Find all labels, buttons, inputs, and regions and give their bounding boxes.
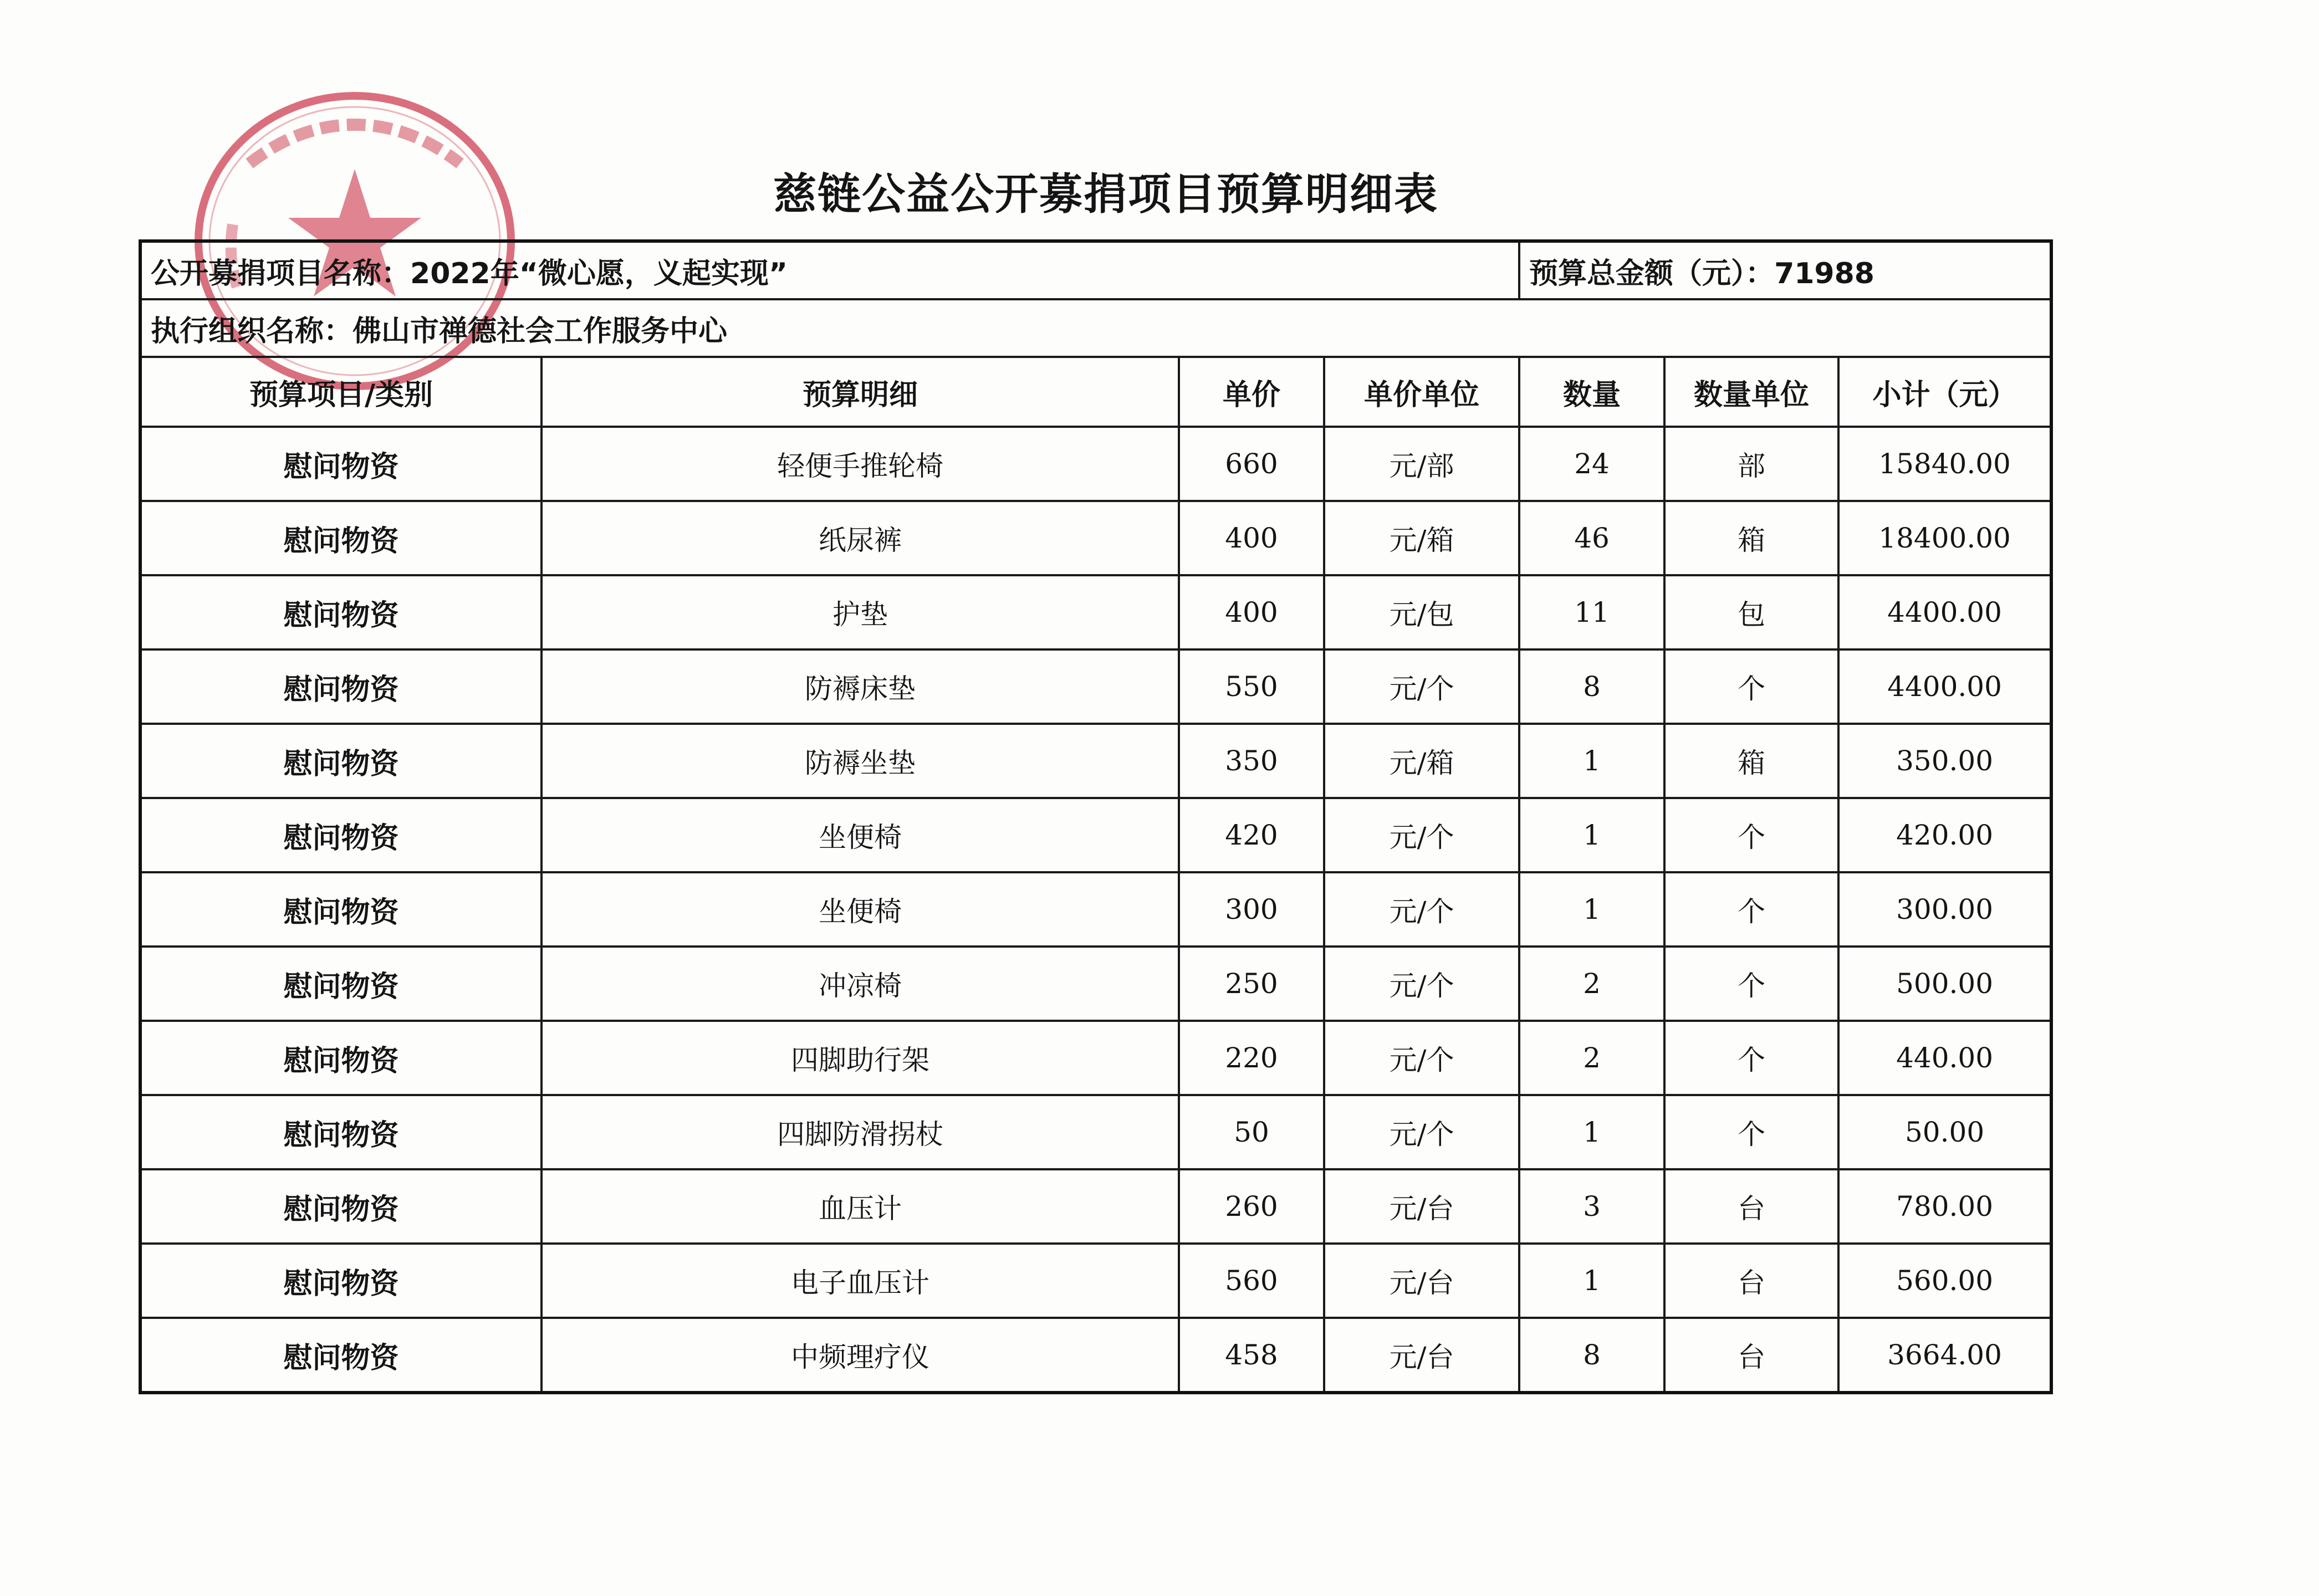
table-header-row [140, 357, 2051, 427]
price-unit-cell: 元/个 [1324, 872, 1519, 947]
unit-price-cell: 250 [1179, 947, 1324, 1021]
category-cell: 慰问物资 [140, 1095, 542, 1169]
project-info-row [140, 241, 2051, 299]
unit-price-cell: 220 [1179, 1021, 1324, 1095]
quantity-unit-cell: 个 [1664, 1021, 1838, 1095]
quantity-cell: 1 [1519, 872, 1664, 947]
table-row [140, 1169, 2051, 1244]
price-unit-cell: 元/部 [1324, 427, 1519, 501]
subtotal-cell: 4400.00 [1838, 649, 2051, 724]
price-unit-cell: 元/台 [1324, 1244, 1519, 1318]
subtotal-cell: 15840.00 [1838, 427, 2051, 501]
price-unit-cell: 元/个 [1324, 649, 1519, 724]
subtotal-cell: 3664.00 [1838, 1318, 2051, 1393]
subtotal-cell: 560.00 [1838, 1244, 2051, 1318]
quantity-cell: 2 [1519, 947, 1664, 1021]
category-cell: 慰问物资 [140, 947, 542, 1021]
table-row [140, 427, 2051, 501]
column-header: 小计（元） [1838, 357, 2051, 427]
subtotal-cell: 4400.00 [1838, 575, 2051, 649]
subtotal-cell: 500.00 [1838, 947, 2051, 1021]
org-name-label: 执行组织名称： [151, 314, 353, 348]
subtotal-cell: 440.00 [1838, 1021, 2051, 1095]
price-unit-cell: 元/个 [1324, 798, 1519, 872]
unit-price-cell: 458 [1179, 1318, 1324, 1393]
table-row [140, 1095, 2051, 1169]
quantity-cell: 46 [1519, 501, 1664, 575]
item-cell: 纸尿裤 [542, 501, 1179, 575]
unit-price-cell: 560 [1179, 1244, 1324, 1318]
quantity-cell: 1 [1519, 724, 1664, 798]
unit-price-cell: 400 [1179, 501, 1324, 575]
quantity-unit-cell: 个 [1664, 872, 1838, 947]
column-header: 单价 [1179, 357, 1324, 427]
org-info-row [140, 299, 2051, 357]
subtotal-cell: 350.00 [1838, 724, 2051, 798]
column-header: 预算明细 [542, 357, 1179, 427]
project-name-label: 公开募捐项目名称： [151, 257, 411, 290]
column-header: 数量 [1519, 357, 1664, 427]
table-row [140, 798, 2051, 872]
category-cell: 慰问物资 [140, 501, 542, 575]
quantity-unit-cell: 箱 [1664, 501, 1838, 575]
project-name-value: 2022年“微心愿，义起实现” [410, 257, 788, 290]
quantity-unit-cell: 个 [1664, 947, 1838, 1021]
table-row [140, 575, 2051, 649]
quantity-cell: 1 [1519, 798, 1664, 872]
price-unit-cell: 元/包 [1324, 575, 1519, 649]
quantity-cell: 8 [1519, 1318, 1664, 1393]
item-cell: 电子血压计 [542, 1244, 1179, 1318]
budget-rows [140, 427, 2051, 1393]
item-cell: 冲凉椅 [542, 947, 1179, 1021]
table-row [140, 649, 2051, 724]
budget-total-value: 71988 [1774, 257, 1874, 290]
quantity-unit-cell: 个 [1664, 1095, 1838, 1169]
project-name-cell [140, 241, 1519, 299]
table-row [140, 1318, 2051, 1393]
budget-total-cell [1519, 241, 2051, 299]
category-cell: 慰问物资 [140, 724, 542, 798]
category-cell: 慰问物资 [140, 1244, 542, 1318]
budget-total-label: 预算总金额（元）： [1529, 257, 1775, 290]
quantity-unit-cell: 包 [1664, 575, 1838, 649]
table-row [140, 724, 2051, 798]
item-cell: 轻便手推轮椅 [542, 427, 1179, 501]
price-unit-cell: 元/个 [1324, 1021, 1519, 1095]
item-cell: 中频理疗仪 [542, 1318, 1179, 1393]
unit-price-cell: 350 [1179, 724, 1324, 798]
quantity-cell: 11 [1519, 575, 1664, 649]
item-cell: 坐便椅 [542, 798, 1179, 872]
category-cell: 慰问物资 [140, 1021, 542, 1095]
category-cell: 慰问物资 [140, 1169, 542, 1244]
quantity-unit-cell: 部 [1664, 427, 1838, 501]
table-row [140, 1244, 2051, 1318]
quantity-unit-cell: 箱 [1664, 724, 1838, 798]
table-row [140, 947, 2051, 1021]
org-name-value: 佛山市禅德社会工作服务中心 [353, 314, 728, 348]
category-cell: 慰问物资 [140, 1318, 542, 1393]
item-cell: 血压计 [542, 1169, 1179, 1244]
item-cell: 护垫 [542, 575, 1179, 649]
price-unit-cell: 元/个 [1324, 947, 1519, 1021]
category-cell: 慰问物资 [140, 427, 542, 501]
unit-price-cell: 50 [1179, 1095, 1324, 1169]
quantity-unit-cell: 台 [1664, 1318, 1838, 1393]
item-cell: 防褥床垫 [542, 649, 1179, 724]
subtotal-cell: 18400.00 [1838, 501, 2051, 575]
category-cell: 慰问物资 [140, 575, 542, 649]
table-row [140, 501, 2051, 575]
quantity-cell: 2 [1519, 1021, 1664, 1095]
quantity-cell: 1 [1519, 1095, 1664, 1169]
quantity-unit-cell: 台 [1664, 1169, 1838, 1244]
quantity-unit-cell: 个 [1664, 649, 1838, 724]
quantity-cell: 8 [1519, 649, 1664, 724]
item-cell: 四脚防滑拐杖 [542, 1095, 1179, 1169]
item-cell: 四脚助行架 [542, 1021, 1179, 1095]
quantity-cell: 24 [1519, 427, 1664, 501]
price-unit-cell: 元/箱 [1324, 724, 1519, 798]
item-cell: 防褥坐垫 [542, 724, 1179, 798]
org-name-cell [140, 299, 2051, 357]
price-unit-cell: 元/台 [1324, 1169, 1519, 1244]
unit-price-cell: 400 [1179, 575, 1324, 649]
category-cell: 慰问物资 [140, 872, 542, 947]
column-header: 单价单位 [1324, 357, 1519, 427]
unit-price-cell: 260 [1179, 1169, 1324, 1244]
quantity-cell: 1 [1519, 1244, 1664, 1318]
quantity-cell: 3 [1519, 1169, 1664, 1244]
unit-price-cell: 300 [1179, 872, 1324, 947]
quantity-unit-cell: 台 [1664, 1244, 1838, 1318]
quantity-unit-cell: 个 [1664, 798, 1838, 872]
price-unit-cell: 元/箱 [1324, 501, 1519, 575]
item-cell: 坐便椅 [542, 872, 1179, 947]
price-unit-cell: 元/个 [1324, 1095, 1519, 1169]
subtotal-cell: 780.00 [1838, 1169, 2051, 1244]
document-title: 慈链公益公开募捐项目预算明细表 [773, 170, 1438, 219]
column-header: 数量单位 [1664, 357, 1838, 427]
table-row [140, 872, 2051, 947]
unit-price-cell: 660 [1179, 427, 1324, 501]
budget-table [139, 239, 2053, 1394]
price-unit-cell: 元/台 [1324, 1318, 1519, 1393]
table-row [140, 1021, 2051, 1095]
category-cell: 慰问物资 [140, 649, 542, 724]
subtotal-cell: 420.00 [1838, 798, 2051, 872]
subtotal-cell: 300.00 [1838, 872, 2051, 947]
unit-price-cell: 420 [1179, 798, 1324, 872]
category-cell: 慰问物资 [140, 798, 542, 872]
unit-price-cell: 550 [1179, 649, 1324, 724]
subtotal-cell: 50.00 [1838, 1095, 2051, 1169]
column-header: 预算项目/类别 [140, 357, 542, 427]
